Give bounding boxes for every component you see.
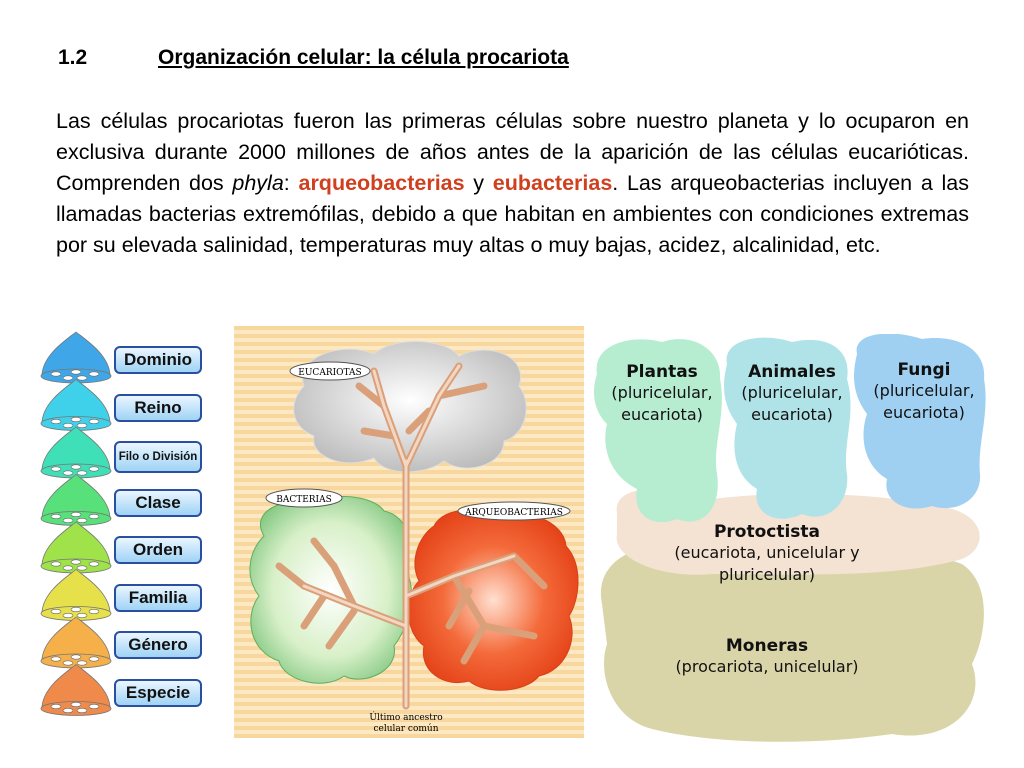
plantas-name: Plantas	[626, 362, 698, 382]
rank-label-2: Filo o División	[114, 441, 202, 473]
label-arqueobacterias: ARQUEOBACTERIAS	[465, 508, 563, 518]
fungi-desc1: (pluricelular,	[873, 381, 975, 400]
kingdom-moneras	[652, 636, 882, 678]
rank-label-4: Orden	[114, 536, 202, 564]
rank-label-6: Género	[114, 631, 202, 659]
bell-4	[41, 522, 111, 573]
kingdom-protoctista	[652, 522, 882, 586]
label-eucariotas: EUCARIOTAS	[298, 368, 362, 378]
para-text-1: Las células procariotas fueron las primeras células sobre nuestro planeta y lo ocuparon en exclusiva durante 2000 millones de años antes de la aparición de las células eucarióticas. Comprenden dos	[56, 109, 969, 195]
section-title: Organización celular: la célula procariota	[158, 46, 569, 69]
protoctista-name: Protoctista	[713, 522, 821, 542]
para-text-3: y	[464, 171, 493, 195]
para-phyla: phyla	[232, 171, 284, 195]
kingdoms-diagram	[592, 334, 992, 750]
bell-2	[41, 427, 111, 478]
fungi-name: Fungi	[897, 360, 951, 380]
kingdom-fungi	[854, 360, 994, 424]
protoctista-desc2: pluricelular)	[718, 565, 816, 584]
term-arqueobacterias: arqueobacterias	[298, 171, 465, 195]
intro-paragraph	[56, 106, 969, 261]
para-text-2: :	[283, 171, 299, 195]
bell-0	[41, 332, 111, 383]
label-bacterias: BACTERIAS	[276, 495, 332, 505]
section-heading	[58, 46, 569, 70]
plantas-desc2: eucariota)	[621, 405, 703, 424]
rank-label-5: Familia	[114, 584, 202, 612]
arqueobacterias-cloud	[408, 510, 578, 690]
term-eubacterias: eubacterias	[492, 171, 613, 195]
para-text-4: . Las arqueobacterias incluyen a las llamadas bacterias extremófilas, debido a que habitan en ambientes con condiciones extremas por su elevada salinidad, temperaturas muy altas o muy bajas, acidez, alcalinidad, etc.	[56, 171, 969, 257]
protoctista-desc1: (eucariota, unicelular y	[674, 543, 860, 562]
kingdom-plantas	[592, 362, 732, 426]
bell-1	[41, 380, 111, 431]
rank-label-7: Especie	[114, 679, 202, 707]
rank-label-0: Dominio	[114, 346, 202, 374]
tree-figure	[234, 326, 584, 738]
label-root-line1: Último ancestro	[369, 713, 443, 723]
bell-5	[41, 570, 111, 621]
animales-desc2: eucariota)	[751, 405, 833, 424]
taxonomy-diagram	[36, 330, 212, 728]
animales-desc1: (pluricelular,	[741, 383, 843, 402]
plantas-desc1: (pluricelular,	[611, 383, 713, 402]
moneras-name: Moneras	[725, 636, 809, 656]
moneras-desc1: (procariota, unicelular)	[675, 657, 859, 676]
bell-7	[41, 665, 111, 716]
rank-label-1: Reino	[114, 394, 202, 422]
bell-3	[41, 475, 111, 526]
phylogenetic-tree	[234, 326, 584, 738]
fungi-desc2: eucariota)	[883, 403, 965, 422]
rank-label-3: Clase	[114, 489, 202, 517]
section-number: 1.2	[58, 46, 88, 69]
taxonomy-bells	[36, 330, 116, 728]
animales-name: Animales	[748, 362, 836, 382]
bell-6	[41, 617, 111, 668]
kingdom-animales	[722, 362, 862, 426]
label-root-line2: celular común	[373, 724, 439, 734]
bacterias-cloud	[250, 497, 411, 684]
